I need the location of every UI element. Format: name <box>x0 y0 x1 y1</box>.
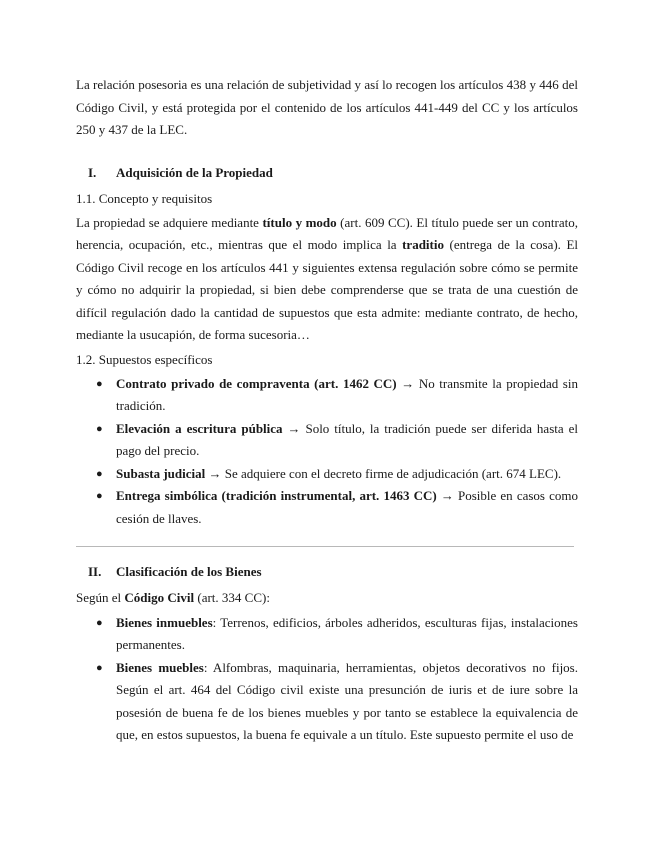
section-1-title: Adquisición de la Propiedad <box>116 164 273 180</box>
section-2-number: II. <box>88 564 102 579</box>
list-item-term: Bienes muebles <box>116 659 204 675</box>
bullet-icon: ● <box>96 422 103 435</box>
bullet-icon: ● <box>96 490 103 502</box>
document-page <box>76 74 578 753</box>
section-1-paragraph <box>76 212 578 347</box>
bullet-icon: ● <box>96 467 103 480</box>
section-1-heading <box>76 162 578 184</box>
list-item-term: Entrega simbólica (tradición instrumental, art. 1463 CC) <box>116 488 437 503</box>
list-item <box>76 373 578 418</box>
list-item <box>76 485 578 530</box>
list-item-term: Subasta judicial <box>116 465 206 481</box>
section-1-number: I. <box>88 164 97 180</box>
section-2-heading <box>76 561 578 583</box>
list-item-text: : Alfombras, maquinaria, herramientas, objetos decorativos no fijos. Según el art. 464 del Código civil existe una presunción de iuris et de iure sobre la posesión de buena fe de los bienes muebles y por tanto se establece la equivalencia de que, en estos supuestos, la buena fe equivale a un título. Este supuesto permite el uso de <box>116 659 578 742</box>
list-item-text: → No transmite la propiedad sin tradición. <box>116 375 578 413</box>
horizontal-divider <box>76 546 574 547</box>
paragraph-text: (art. 609 CC). El título puede ser un contrato, herencia, ocupación, etc., mientras que el modo implica la <box>76 214 579 252</box>
list-item-term: Contrato privado de compraventa (art. 1462 CC) <box>116 375 397 391</box>
list-item <box>76 657 578 747</box>
section-2-title: Clasificación de los Bienes <box>116 564 262 579</box>
paragraph-bold-text: traditio <box>402 237 444 252</box>
list-item-text: → Posible en casos como cesión de llaves. <box>116 488 578 526</box>
paragraph-bold-text: Código Civil <box>124 590 195 605</box>
list-item-term: Elevación a escritura pública <box>116 420 283 436</box>
bullet-icon: ● <box>96 661 103 674</box>
section-2-intro <box>76 587 578 610</box>
bienes-list <box>76 612 578 747</box>
bullet-icon: ● <box>96 377 103 390</box>
supuestos-list <box>76 373 578 531</box>
list-item <box>76 418 578 463</box>
paragraph-text: (entrega de la cosa). El Código Civil recoge en los artículos 441 y siguientes extensa regulación sobre cómo se permite y cómo no adquirir la propiedad, si bien debe comprenderse que se trata de una cuestión de difícil regulación dado la cantidad de supuestos que esta admite: mediante contrato, de hecho, mediante la usucapión, de forma sucesoria… <box>76 237 578 342</box>
list-item-term: Bienes inmuebles <box>116 614 213 630</box>
subsection-1-2-heading: 1.2. Supuestos específicos <box>76 351 213 367</box>
paragraph-text: (art. 334 CC): <box>194 590 270 605</box>
paragraph-text: Según el <box>76 590 125 605</box>
list-item <box>76 612 578 657</box>
subsection-1-1-heading: 1.1. Concepto y requisitos <box>76 190 213 206</box>
paragraph-text: La propiedad se adquiere mediante <box>76 214 263 230</box>
paragraph-bold-text: título y modo <box>262 214 337 230</box>
list-item-text: : Terrenos, edificios, árboles adheridos, esculturas fijas, instalaciones permanentes. <box>116 614 578 652</box>
intro-paragraph: La relación posesoria es una relación de subjetividad y así lo recogen los artículos 438 y 446 del Código Civil, y está protegida por el contenido de los artículos 441-449 del CC y los artículos 250 y 437 de la LEC. <box>76 77 578 137</box>
list-item-text: → Solo título, la tradición puede ser diferida hasta el pago del precio. <box>116 420 578 458</box>
bullet-icon: ● <box>96 616 103 629</box>
list-item-text: → Se adquiere con el decreto firme de adjudicación (art. 674 LEC). <box>205 465 562 481</box>
list-item <box>76 463 578 486</box>
